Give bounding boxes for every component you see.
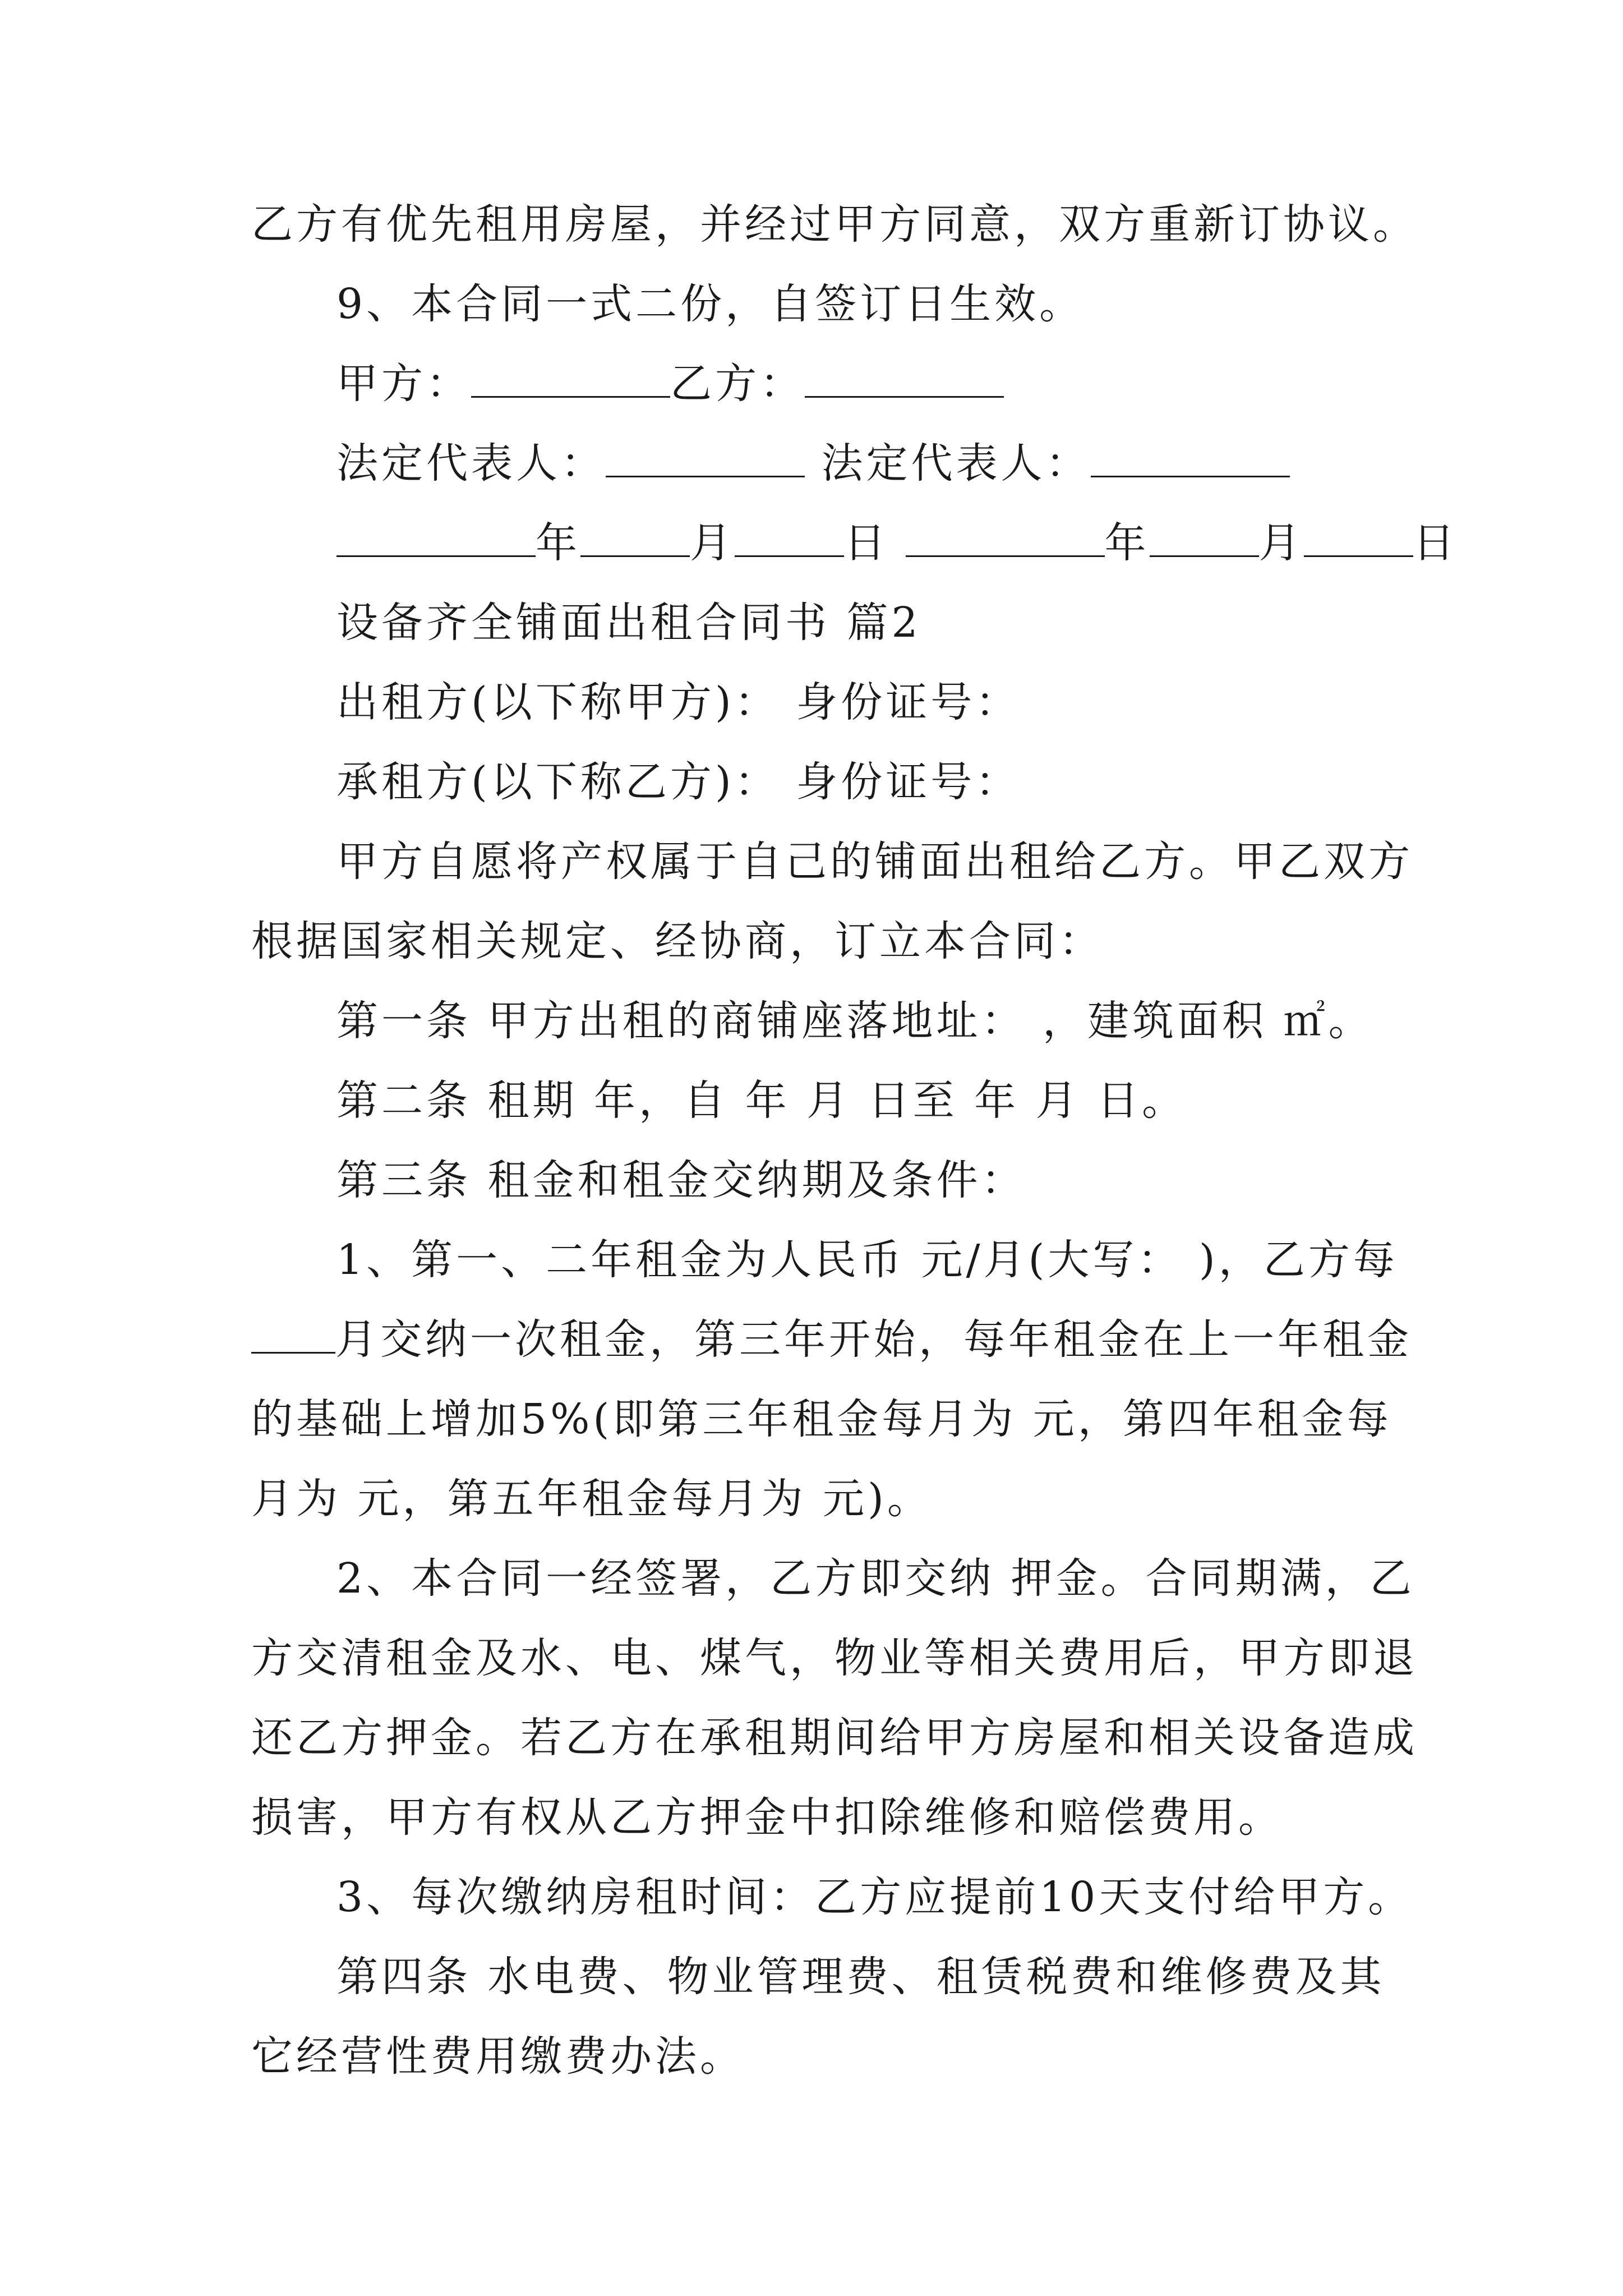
year-a-label: 年 (536, 519, 580, 567)
party-b-label: 乙方： (670, 360, 805, 408)
month-a-label: 月 (690, 519, 735, 567)
paragraph-line: 根据国家相关规定、经协商，订立本合同： (251, 917, 1104, 965)
paragraph-line: 月为 元，第五年租金每月为 元)。 (251, 1475, 932, 1523)
paragraph-line: 方交清租金及水、电、煤气，物业等相关费用后，甲方即退 (251, 1634, 1418, 1682)
paragraph-line: 2、本合同一经签署，乙方即交纳 押金。合同期满，乙 (336, 1554, 1415, 1603)
section-heading: 设备齐全铺面出租合同书 篇2 (336, 599, 921, 647)
day-b-label: 日 (1413, 519, 1458, 567)
year-b-label: 年 (1104, 519, 1150, 567)
paragraph-line: 9、本合同一式二份，自签订日生效。 (336, 280, 1085, 328)
paragraph-line: 还乙方押金。若乙方在承租期间给甲方房屋和相关设备造成 (251, 1714, 1418, 1762)
signature-representative-line (336, 435, 1469, 491)
paragraph-line: 损害，甲方有权从乙方押金中扣除维修和赔偿费用。 (251, 1793, 1283, 1842)
paragraph-line (251, 1312, 1412, 1368)
month-b-label: 月 (1258, 519, 1304, 567)
paragraph-line: 第一条 甲方出租的商铺座落地址： ，建筑面积 ㎡。 (336, 997, 1373, 1045)
rep-a-blank (606, 441, 805, 477)
month-b-blank (1150, 521, 1259, 557)
months-blank (251, 1317, 335, 1354)
day-a-label: 日 (844, 519, 889, 567)
rep-b-label: 法定代表人： (821, 439, 1091, 487)
paragraph-line: 它经营性费用缴费办法。 (251, 2032, 745, 2081)
paragraph-line: 的基础上增加5%(即第三年租金每月为 元，第四年租金每 (251, 1395, 1392, 1443)
rep-a-label: 法定代表人： (336, 439, 606, 487)
paragraph-line: 3、每次缴纳房租时间：乙方应提前10天支付给甲方。 (336, 1873, 1413, 1921)
year-b-blank (906, 521, 1105, 557)
month-a-blank (580, 521, 690, 557)
paragraph-line: 第二条 租期 年，自 年 月 日至 年 月 日。 (336, 1076, 1187, 1125)
party-b-blank (805, 361, 1004, 398)
paragraph-line: 第三条 租金和租金交纳期及条件： (336, 1156, 1026, 1204)
year-a-blank (336, 521, 536, 557)
paragraph-line-text: 月交纳一次租金，第三年开始，每年租金在上一年租金 (335, 1315, 1412, 1364)
paragraph-line: 乙方有优先租用房屋，并经过甲方同意，双方重新订协议。 (251, 200, 1418, 249)
party-a-label: 甲方： (336, 360, 471, 408)
paragraph-line: 甲方自愿将产权属于自己的铺面出租给乙方。甲乙双方 (336, 838, 1413, 886)
paragraph-line: 出租方(以下称甲方)： 身份证号： (336, 678, 1021, 726)
rep-b-blank (1091, 441, 1290, 477)
paragraph-line: 承租方(以下称乙方)： 身份证号： (336, 758, 1021, 806)
signature-date-line (336, 515, 1469, 571)
paragraph-line: 1、第一、二年租金为人民币 元/月(大写： )，乙方每 (336, 1236, 1398, 1284)
paragraph-line: 第四条 水电费、物业管理费、租赁税费和维修费及其 (336, 1953, 1385, 2001)
party-a-blank (471, 361, 670, 398)
day-b-blank (1304, 521, 1413, 557)
day-a-blank (735, 521, 844, 557)
signature-party-line (336, 356, 1469, 412)
